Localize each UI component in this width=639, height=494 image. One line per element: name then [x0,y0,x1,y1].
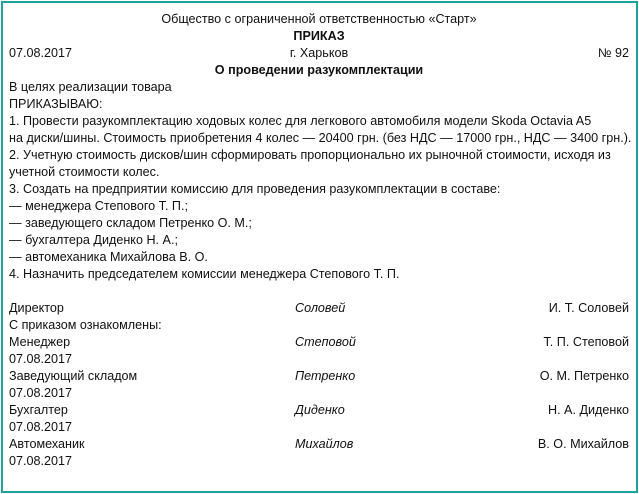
director-role: Директор [9,301,64,315]
signature-row [9,334,629,351]
order-subject: О проведении разукомплектации [214,63,424,77]
signer-name: В. О. Михайлов [537,437,629,451]
director-signature: Соловей [295,301,346,315]
body-line: на диски/шины. Стоимость приобретения 4 колес — 20400 грн. (без НДС — 17000 грн., НДС — 3400 грн.). [9,131,632,145]
body-line: 4. Назначить председателем комиссии менеджера Степового Т. П. [9,267,400,281]
body-line: — автомеханика Михайлова В. О. [9,250,208,264]
signer-name: Н. А. Диденко [547,403,629,417]
signature-row [9,436,629,453]
signer-role: Автомеханик [9,437,85,451]
signer-signature: Диденко [295,403,345,417]
signature-row [9,402,629,419]
date-city-number-row [9,45,629,62]
signer-name: Т. П. Степовой [543,335,629,349]
body-line: 1. Провести разукомплектацию ходовых колес для легкового автомобиля модели Skoda Octavia A5 [9,114,592,128]
signer-role: Менеджер [9,335,71,349]
order-document [9,11,632,470]
spacer [9,283,629,300]
document-type: ПРИКАЗ [293,29,345,43]
director-name: И. Т. Соловей [548,301,629,315]
body-line: — бухгалтера Диденко Н. А.; [9,233,178,247]
signature-row [9,368,629,385]
signer-signature: Петренко [295,369,356,383]
body-line: 3. Создать на предприятии комиссию для проведения разукомплектации в составе: [9,182,501,196]
order-city: г. Харьков [289,46,349,60]
director-signature-row [9,300,629,317]
body-line: — заведующего складом Петренко О. М.; [9,216,252,230]
body-line: ПРИКАЗЫВАЮ: [9,97,103,111]
signer-date: 07.08.2017 [9,454,73,468]
order-date: 07.08.2017 [9,46,73,60]
signer-signature: Степовой [295,335,356,349]
body-line: учетной стоимости колес. [9,165,160,179]
signer-name: О. М. Петренко [539,369,629,383]
acknowledged-label: С приказом ознакомлены: [9,318,162,332]
organization-name: Общество с ограниченной ответственностью «Старт» [161,12,477,26]
body-line: 2. Учетную стоимость дисков/шин сформировать пропорционально их рыночной стоимости, исходя из [9,148,611,162]
order-number: № 92 [597,46,629,60]
signer-role: Бухгалтер [9,403,68,417]
body-line: — менеджера Степового Т. П.; [9,199,188,213]
signer-signature: Михайлов [295,437,354,451]
signer-date: 07.08.2017 [9,352,73,366]
signer-role: Заведующий складом [9,369,138,383]
signer-date: 07.08.2017 [9,386,73,400]
signer-date: 07.08.2017 [9,420,73,434]
body-line: В целях реализации товара [9,80,172,94]
